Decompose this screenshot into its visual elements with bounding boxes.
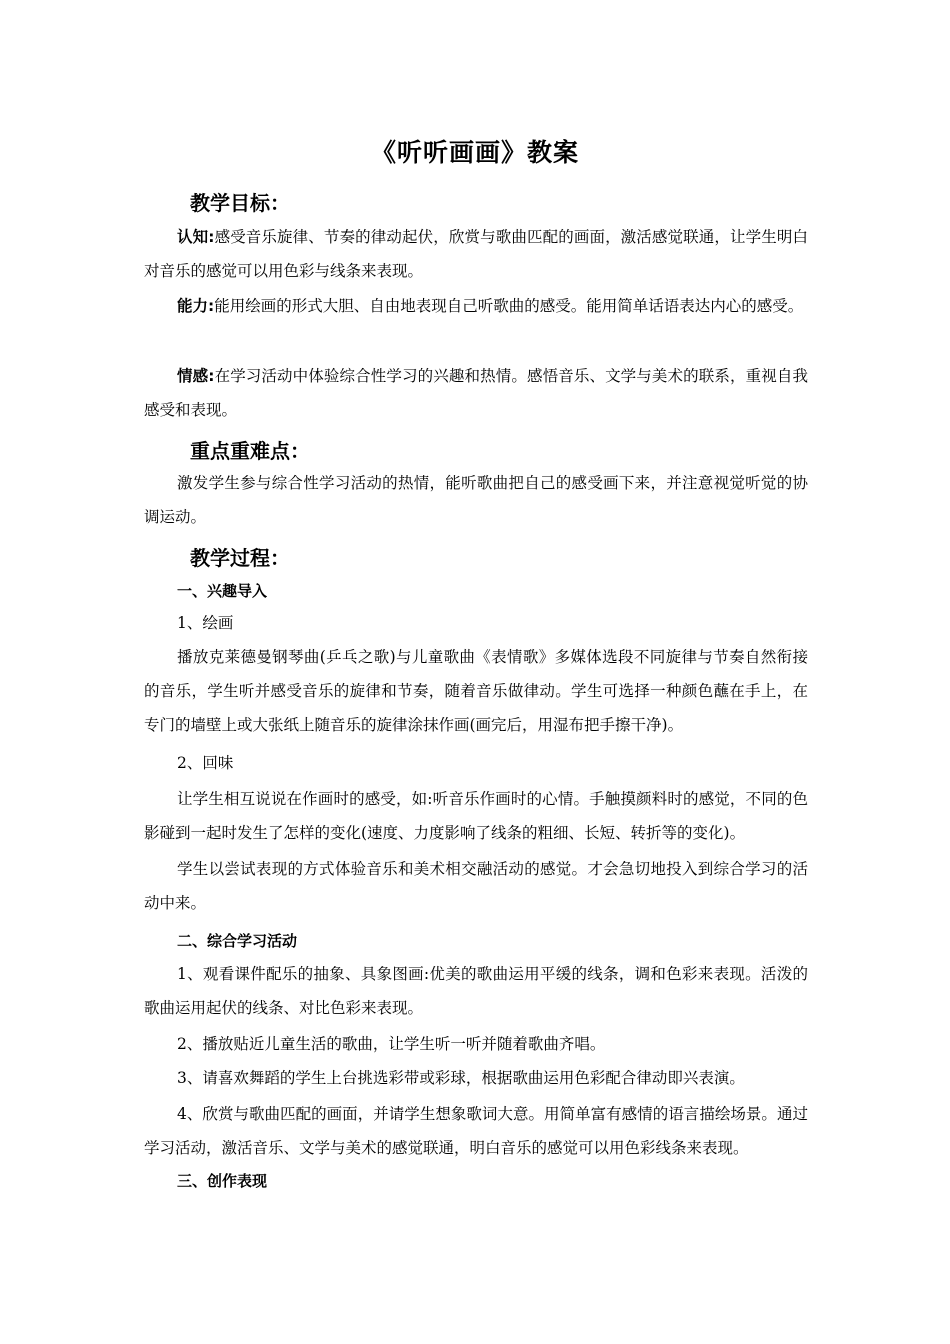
- part2-item1: 1、观看课件配乐的抽象、具象图画:优美的歌曲运用平缓的线条，调和色彩来表现。活泼的歌曲运用起伏的线条、对比色彩来表现。: [144, 965, 808, 1017]
- process-heading: 教学过程：: [190, 546, 290, 570]
- item2-text-a: 让学生相互说说在作画时的感受，如:听音乐作画时的心情。手触摸颜料时的感觉，不同的色影碰到一起时发生了怎样的变化(速度、力度影响了线条的粗细、长短、转折等的变化)。: [144, 790, 808, 842]
- emotion-label: 情感:: [177, 367, 215, 385]
- emotion-text: 在学习活动中体验综合性学习的兴趣和热情。感悟音乐、文学与美术的联系，重视自我感受和表现。: [144, 367, 808, 419]
- cognition-paragraph: [144, 220, 808, 288]
- cognition-label: 认知:: [177, 228, 215, 246]
- item2-text-b: 学生以尝试表现的方式体验音乐和美术相交融活动的感觉。才会急切地投入到综合学习的活动中来。: [144, 860, 808, 912]
- part2-heading: 二、综合学习活动: [177, 932, 298, 950]
- part2-item2: 2、播放贴近儿童生活的歌曲，让学生听一听并随着歌曲齐唱。: [177, 1035, 606, 1053]
- ability-label: 能力:: [177, 297, 215, 315]
- ability-paragraph: [144, 289, 808, 323]
- part2-item3: 3、请喜欢舞蹈的学生上台挑选彩带或彩球，根据歌曲运用色彩配合律动即兴表演。: [177, 1069, 745, 1087]
- item2-label: 2、回味: [177, 754, 234, 772]
- document-title: 《听听画画》教案: [370, 138, 579, 167]
- emotion-paragraph: [144, 359, 808, 427]
- key-points-heading: 重点重难点：: [190, 439, 310, 463]
- item1-label: 1、绘画: [177, 614, 234, 632]
- part2-item4: 4、欣赏与歌曲匹配的画面，并请学生想象歌词大意。用简单富有感情的语言描绘场景。通过学习活动，激活音乐、文学与美术的感觉联通，明白音乐的感觉可以用色彩线条来表现。: [144, 1105, 808, 1157]
- objectives-heading: 教学目标：: [190, 191, 290, 215]
- part1-heading: 一、兴趣导入: [177, 582, 268, 600]
- part3-heading: 三、创作表现: [177, 1172, 268, 1190]
- item1-text: 播放克莱德曼钢琴曲(乒乓之歌)与儿童歌曲《表情歌》多媒体选段不同旋律与节奏自然衔接的音乐，学生听并感受音乐的旋律和节奏，随着音乐做律动。学生可选择一种颜色蘸在手上，在专门的墙壁上或大张纸上随音乐的旋律涂抹作画(画完后，用湿布把手擦干净)。: [144, 648, 808, 734]
- cognition-text: 感受音乐旋律、节奏的律动起伏，欣赏与歌曲匹配的画面，激活感觉联通，让学生明白对音乐的感觉可以用色彩与线条来表现。: [144, 228, 808, 280]
- key-points-text: 激发学生参与综合性学习活动的热情，能听歌曲把自己的感受画下来，并注意视觉听觉的协调运动。: [144, 474, 808, 526]
- ability-text: 能用绘画的形式大胆、自由地表现自己听歌曲的感受。能用简单话语表达内心的感受。: [214, 297, 804, 315]
